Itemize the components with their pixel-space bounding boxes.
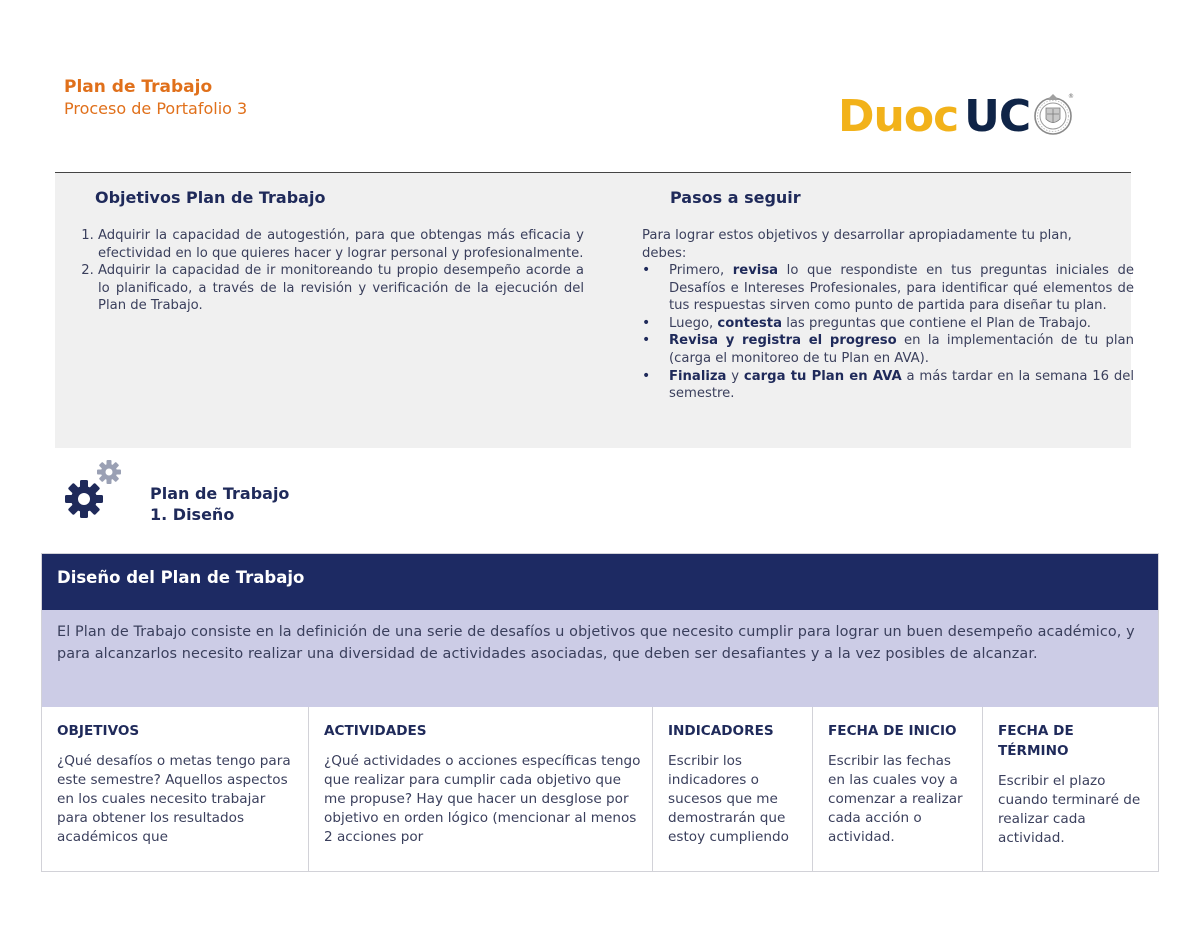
steps-title: Pasos a seguir <box>670 188 801 207</box>
column-text: Escribir los indicadores o sucesos que me demostrarán que estoy cumpliendo <box>668 753 789 845</box>
column-title: FECHA DE INICIO <box>828 723 957 739</box>
objectives-list <box>60 227 584 315</box>
document-title: Plan de Trabajo <box>64 77 213 97</box>
column-title: OBJETIVOS <box>57 723 140 739</box>
logo-text-uc: UC <box>964 90 1031 142</box>
objectives-title: Objetivos Plan de Trabajo <box>95 188 326 207</box>
column-text: ¿Qué desafíos o metas tengo para este semestre? Aquellos aspectos en los cuales necesito trabajar para obtener los resultados académicos que <box>57 753 291 845</box>
duoc-uc-logo <box>838 90 1074 142</box>
university-seal-icon <box>1032 90 1074 142</box>
logo-text-duoc: Duoc <box>838 90 959 142</box>
plan-design-table <box>41 553 1159 872</box>
svg-text:®: ® <box>1068 93 1075 100</box>
section-title-line2: 1. Diseño <box>150 505 235 524</box>
column-text: ¿Qué actividades o acciones específicas tengo que realizar para cumplir cada objetivo que me propuse? Hay que hacer un desglose por objetivo en orden lógico (mencionar al menos 2 acciones por <box>324 753 641 845</box>
document-subtitle: Proceso de Portafolio 3 <box>64 99 248 118</box>
column-title: FECHA DE TÉRMINO <box>998 723 1074 759</box>
step-item: • Luego, contesta las preguntas que contiene el Plan de Trabajo. <box>669 315 1134 333</box>
table-description-text: El Plan de Trabajo consiste en la definición de una serie de desafíos u objetivos que necesito cumplir para lograr un buen desempeño académico, y para alcanzarlos necesito realizar una diversidad de actividades asociadas, que deben ser desafiantes y a la vez posibles de alcanzar. <box>57 624 1135 662</box>
column-actividades <box>309 707 653 871</box>
column-indicadores <box>653 707 813 871</box>
objective-item: 2. Adquirir la capacidad de ir monitoreando tu propio desempeño acorde a lo planificado, a través de la revisión y verificación de la ejecución del Plan de Trabajo. <box>98 262 584 315</box>
column-fecha-termino <box>983 707 1158 871</box>
column-title: ACTIVIDADES <box>324 723 427 739</box>
table-header-title: Diseño del Plan de Trabajo <box>57 568 305 587</box>
column-text: Escribir el plazo cuando terminaré de realizar cada actividad. <box>998 773 1141 846</box>
section-title-line1: Plan de Trabajo <box>150 484 290 503</box>
column-text: Escribir las fechas en las cuales voy a comenzar a realizar cada acción o actividad. <box>828 753 963 845</box>
step-item: • Primero, revisa lo que respondiste en tus preguntas iniciales de Desafíos e Intereses Profesionales, para identificar qué elementos de tus respuestas sirven como punto de partida para diseñar tu plan. <box>669 262 1134 315</box>
steps-list <box>642 262 1134 403</box>
table-header <box>42 554 1158 610</box>
step-item: • Finaliza y carga tu Plan en AVA a más tardar en la semana 16 del semestre. <box>669 368 1134 403</box>
gears-icon <box>62 458 128 520</box>
steps-intro: Para lograr estos objetivos y desarrollar apropiadamente tu plan, debes: <box>642 228 1072 261</box>
table-columns-row <box>42 707 1158 871</box>
objective-item: 1. Adquirir la capacidad de autogestión, para que obtengas más eficacia y efectividad en lo que quieres hacer y lograr personal y profesionalmente. <box>98 227 584 262</box>
section-title <box>150 483 289 525</box>
table-description <box>42 610 1158 707</box>
column-fecha-inicio <box>813 707 983 871</box>
column-title: INDICADORES <box>668 723 774 739</box>
step-item: • Revisa y registra el progreso en la implementación de tu plan (carga el monitoreo de tu Plan en AVA). <box>669 332 1134 367</box>
column-objetivos <box>42 707 309 871</box>
